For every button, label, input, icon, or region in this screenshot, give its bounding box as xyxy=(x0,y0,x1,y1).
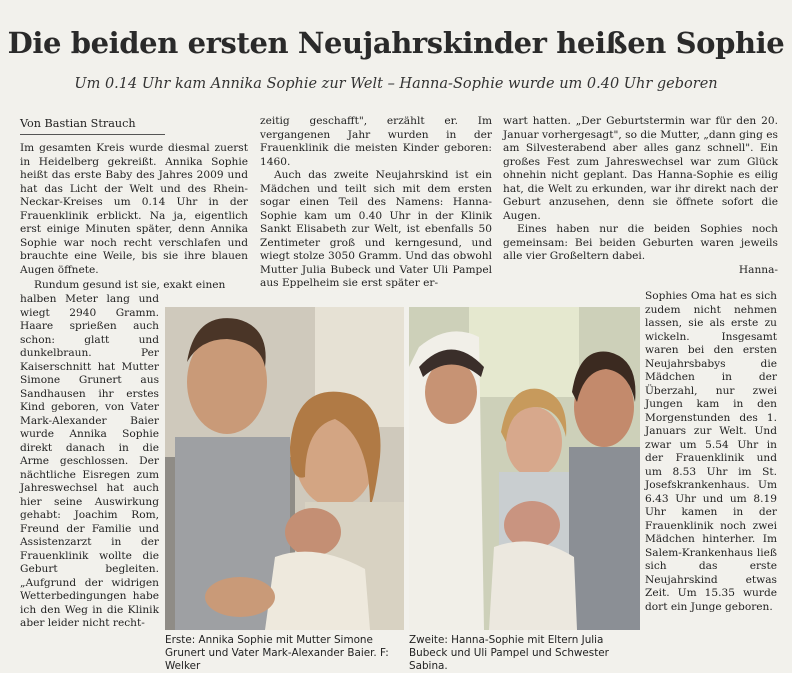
column-1 xyxy=(20,142,248,277)
col1-narrow-text: halben Meter lang und wiegt 2940 Gramm. Haare sprießen auch schon: glatt und dunkelbraun. Per Kaiserschnitt hat Mutter Simone Grunert aus Sandhausen ihr erstes Kind geboren, von Vater Mark-Alexander Baier wurde Annika Sophie direkt danach in die Arme geschlossen. Der nächtliche Eisregen zum Jahreswechsel hat auch hier seine Auswirkung gehabt: Joachim Rom, Freund der Familie und Assistenzarzt in der Frauenklinik wollte die Geburt begleiten. „Aufgrund der widrigen Wetterbedingungen habe ich den Weg in die Klinik aber leider nicht recht- xyxy=(20,293,159,629)
col3-paragraph-2-tail: Hanna- xyxy=(738,263,778,276)
col3-narrow-text: Sophies Oma hat es sich zudem nicht nehmen lassen, sie als erste zu wickeln. Insgesamt waren bei den ersten Neujahrsbabys die Mädchen in der Überzahl, nur zwei Jungen kam in den Morgenstunden des 1. Januars zur Welt. Und zwar um 5.54 Uhr in der Frauenklinik und um 8.53 Uhr im St. Josefskrankenhaus. Um 6.43 Uhr und um 8.19 Uhr kamen in der Frauenklinik noch zwei Mädchen hinterher. Im Salem-Krankenhaus ließ sich das erste Neujahrskind etwas Zeit. Um 15.35 wurde dort ein Junge geboren. xyxy=(645,290,777,613)
column-3 xyxy=(503,115,778,277)
col3-paragraph-2: Eines haben nur die beiden Sophies noch gemeinsam: Bei beiden Geburten waren jeweils alle vier Großeltern dabei. xyxy=(503,223,778,262)
photo-2-caption: Zweite: Hanna-Sophie mit Eltern Julia Bubeck und Uli Pampel und Schwester Sabina. xyxy=(409,634,609,672)
photo-1-caption: Erste: Annika Sophie mit Mutter Simone Grunert und Vater Mark-Alexander Baier. F: Welker xyxy=(165,634,389,672)
article-headline: Die beiden ersten Neujahrskinder heißen Sophie xyxy=(7,26,785,60)
col2-paragraph-2: Auch das zweite Neujahrskind ist ein Mädchen und teilt sich mit dem ersten sogar einen Teil des Namens: Hanna-Sophie kam um 0.40 Uhr in der Klinik Sankt Elisabeth zur Welt, ist ebenfalls 50 Zentimeter groß und kerngesund, und wiegt stolze 3050 Gramm. Und das obwohl Mutter Julia Bubeck und Vater Uli Pampel aus Eppelheim sie erst später er- xyxy=(260,169,492,289)
col1-paragraph-1: Im gesamten Kreis wurde diesmal zuerst in Heidelberg gekreißt. Annika Sophie heißt das erste Baby des Jahres 2009 und hat das Licht der Welt und des Rhein-Neckar-Kreises um 0.14 Uhr in der Frauenklinik erblickt. Na ja, eigentlich erst einige Minuten später, denn Annika Sophie war noch recht verschlafen und brauchte eine Weile, bis sie ihre blauen Augen öffnete. xyxy=(20,142,248,276)
photo-hanna-sophie xyxy=(409,307,640,630)
col3-paragraph-1: wart hatten. „Der Geburtstermin war für den 20. Januar vorhergesagt", so die Mutter, „dann ging es am Silvesterabend aber alles ganz schnell". Ein großes Fest zum Jahreswechsel war zum Glück ohnehin nicht geplant. Das Hanna-Sophie es eilig hat, die Welt zu erkunden, war ihr direkt nach der Geburt anzusehen, denn sie öffnete sofort die Augen. xyxy=(503,115,778,222)
article-subheadline: Um 0.14 Uhr kam Annika Sophie zur Welt – Hanna-Sophie wurde um 0.40 Uhr geboren xyxy=(74,76,718,92)
col1-paragraph-2-start: Rundum gesund ist sie, exakt einen xyxy=(34,279,226,291)
col2-paragraph-1: zeitig geschafft", erzählt er. Im vergangenen Jahr wurden in der Frauenklinik die meisten Kinder geboren: 1460. xyxy=(260,115,492,168)
column-3-narrow xyxy=(645,290,777,614)
byline-rule xyxy=(20,134,165,135)
photo-1-illustration xyxy=(165,307,404,630)
column-1-continued xyxy=(20,279,248,293)
photo-annika-sophie xyxy=(165,307,404,630)
byline: Von Bastian Strauch xyxy=(20,117,136,130)
photo-2-illustration xyxy=(409,307,640,630)
column-1-narrow xyxy=(20,293,159,631)
column-2 xyxy=(260,115,492,291)
